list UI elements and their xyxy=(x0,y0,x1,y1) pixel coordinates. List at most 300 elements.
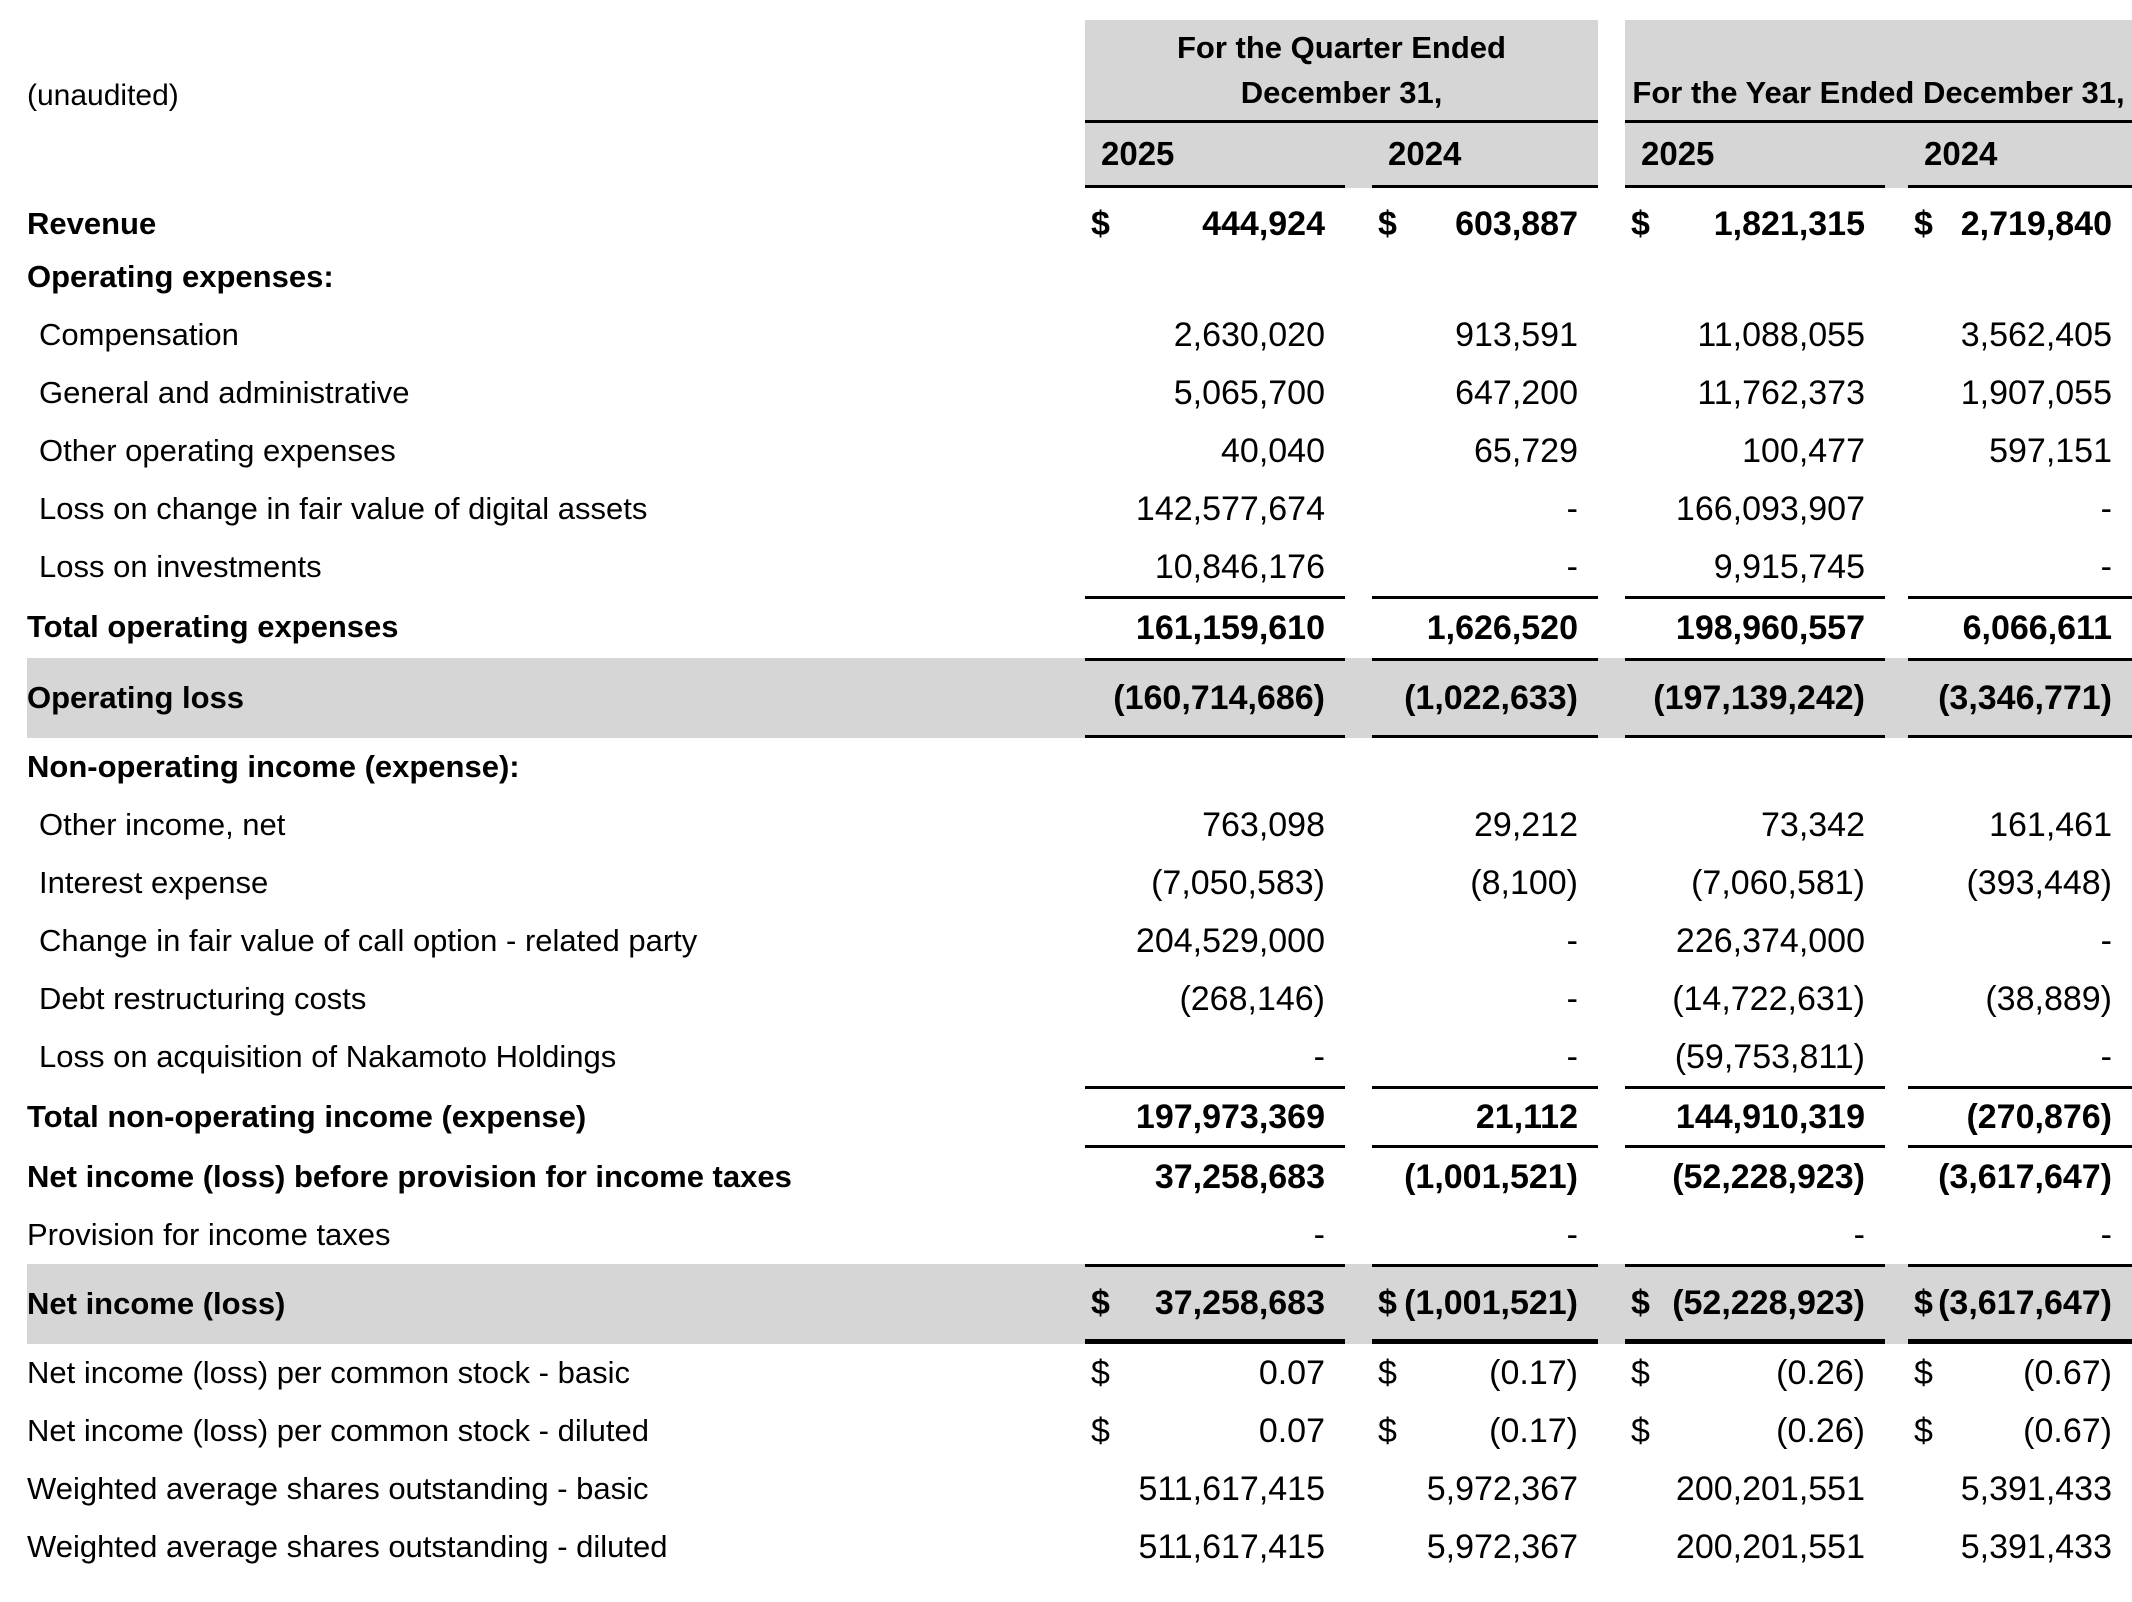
cell-value: 511,617,415 xyxy=(1138,1469,1325,1508)
header-years-row xyxy=(27,123,2132,188)
column-gap xyxy=(1345,738,1372,796)
row-label: Other operating expenses xyxy=(39,433,396,468)
value-cell xyxy=(1908,1402,2132,1460)
dollar-sign: $ xyxy=(1631,1283,1650,1322)
value-cell xyxy=(1625,738,1885,796)
cell-value: 5,972,367 xyxy=(1426,1527,1578,1566)
column-gap xyxy=(1885,306,1908,364)
value-cell xyxy=(1908,1028,2132,1086)
cell-value: 913,591 xyxy=(1455,315,1578,354)
cell-value: 142,577,674 xyxy=(1135,489,1325,528)
cell-value: (14,722,631) xyxy=(1672,979,1865,1018)
column-gap xyxy=(1885,1148,1908,1206)
cell-value: 2,630,020 xyxy=(1173,315,1325,354)
column-gap xyxy=(1598,658,1625,738)
column-gap xyxy=(1598,796,1625,854)
column-gap xyxy=(1885,1402,1908,1460)
dollar-sign: $ xyxy=(1378,1283,1397,1322)
table-row xyxy=(27,1148,2132,1206)
cell-value: - xyxy=(2100,489,2112,528)
column-gap xyxy=(1598,422,1625,480)
column-gap xyxy=(1885,1264,1908,1344)
column-gap xyxy=(1345,123,1372,188)
cell-value: - xyxy=(1566,1215,1578,1254)
cell-value: 10,846,176 xyxy=(1154,547,1325,586)
cell-value: (3,617,647) xyxy=(1938,1283,2112,1322)
value-cell xyxy=(1372,1148,1598,1206)
value-cell xyxy=(1085,854,1345,912)
cell-value: 603,887 xyxy=(1455,204,1578,243)
value-cell xyxy=(1625,1264,1885,1344)
row-label: Loss on investments xyxy=(39,549,322,584)
cell-value: (1,001,521) xyxy=(1404,1283,1578,1322)
column-gap xyxy=(1885,200,1908,248)
value-cell xyxy=(1625,1402,1885,1460)
column-gap xyxy=(1598,1518,1625,1576)
value-cell xyxy=(1625,306,1885,364)
column-gap xyxy=(1598,200,1625,248)
value-cell xyxy=(1085,364,1345,422)
cell-value: 65,729 xyxy=(1474,431,1578,470)
value-cell xyxy=(1908,658,2132,738)
cell-value: (59,753,811) xyxy=(1674,1037,1865,1076)
value-cell xyxy=(1085,912,1345,970)
value-cell xyxy=(1372,248,1598,306)
cell-value: 40,040 xyxy=(1221,431,1325,470)
column-gap xyxy=(1598,912,1625,970)
value-cell xyxy=(1908,480,2132,538)
value-cell xyxy=(1908,1148,2132,1206)
row-label: Provision for income taxes xyxy=(27,1217,391,1252)
row-label: Change in fair value of call option - related party xyxy=(39,923,698,958)
column-gap xyxy=(1598,970,1625,1028)
cell-value: 5,065,700 xyxy=(1173,373,1325,412)
dollar-sign: $ xyxy=(1091,1283,1110,1322)
row-label: Net income (loss) xyxy=(27,1264,1085,1344)
column-gap xyxy=(1598,123,1625,188)
cell-value: (0.67) xyxy=(2023,1353,2112,1392)
column-gap xyxy=(1598,1264,1625,1344)
row-label: Weighted average shares outstanding - basic xyxy=(27,1471,649,1506)
row-label: Operating expenses: xyxy=(27,259,334,294)
cell-value: 204,529,000 xyxy=(1135,921,1325,960)
cell-value: (1,022,633) xyxy=(1404,678,1578,717)
value-cell xyxy=(1085,596,1345,658)
column-gap xyxy=(1885,364,1908,422)
value-cell xyxy=(1372,1460,1598,1518)
column-gap xyxy=(1345,796,1372,854)
value-cell xyxy=(1372,854,1598,912)
column-gap xyxy=(1345,596,1372,658)
cell-value: 37,258,683 xyxy=(1154,1157,1325,1196)
table-row xyxy=(27,364,2132,422)
column-gap xyxy=(1345,200,1372,248)
value-cell xyxy=(1085,1402,1345,1460)
table-row xyxy=(27,200,2132,248)
cell-value: 21,112 xyxy=(1475,1097,1578,1136)
column-gap xyxy=(1345,248,1372,306)
dollar-sign: $ xyxy=(1914,1283,1933,1322)
cell-value: (0.26) xyxy=(1776,1411,1865,1450)
table-row xyxy=(27,912,2132,970)
cell-value: (38,889) xyxy=(1985,979,2112,1018)
cell-value: 6,066,611 xyxy=(1962,609,2112,647)
column-gap xyxy=(1598,480,1625,538)
column-gap xyxy=(1345,306,1372,364)
year-header-y-2024: 2024 xyxy=(1908,123,2132,188)
dollar-sign: $ xyxy=(1091,1353,1110,1392)
cell-value: 11,762,373 xyxy=(1697,373,1865,412)
column-gap xyxy=(1345,1086,1372,1148)
cell-value: 0.07 xyxy=(1258,1411,1325,1450)
column-gap xyxy=(1598,738,1625,796)
cell-value: - xyxy=(1566,979,1578,1018)
table-row xyxy=(27,1206,2132,1264)
column-gap xyxy=(1885,422,1908,480)
cell-value: 444,924 xyxy=(1202,204,1325,243)
row-label: Other income, net xyxy=(39,807,286,842)
dollar-sign: $ xyxy=(1378,1411,1397,1450)
column-gap xyxy=(1068,20,1085,123)
cell-value: - xyxy=(1313,1215,1325,1254)
cell-value: 763,098 xyxy=(1202,805,1325,844)
value-cell xyxy=(1625,1148,1885,1206)
table-row xyxy=(27,1086,2132,1148)
cell-value: - xyxy=(2100,1037,2112,1076)
unaudited-label: (unaudited) xyxy=(27,79,179,112)
dollar-sign: $ xyxy=(1914,204,1933,243)
cell-value: 11,088,055 xyxy=(1697,315,1865,354)
value-cell xyxy=(1908,1264,2132,1344)
value-cell xyxy=(1625,1344,1885,1402)
cell-value: 9,915,745 xyxy=(1713,547,1865,586)
dollar-sign: $ xyxy=(1631,1411,1650,1450)
value-cell xyxy=(1372,1206,1598,1264)
value-cell xyxy=(1908,1344,2132,1402)
cell-value: (160,714,686) xyxy=(1113,678,1325,717)
dollar-sign: $ xyxy=(1631,1353,1650,1392)
table-row xyxy=(27,658,2132,738)
value-cell xyxy=(1625,1086,1885,1148)
value-cell xyxy=(1372,1264,1598,1344)
dollar-sign: $ xyxy=(1378,1353,1397,1392)
value-cell xyxy=(1908,538,2132,596)
cell-value: 511,617,415 xyxy=(1138,1527,1325,1566)
value-cell xyxy=(1908,422,2132,480)
column-gap xyxy=(1345,538,1372,596)
table-row xyxy=(27,480,2132,538)
cell-value: (7,060,581) xyxy=(1691,863,1865,902)
cell-value: (270,876) xyxy=(1966,1097,2112,1136)
row-label: Debt restructuring costs xyxy=(39,981,367,1016)
value-cell xyxy=(1085,538,1345,596)
value-cell xyxy=(1908,596,2132,658)
column-gap xyxy=(1068,123,1085,188)
value-cell xyxy=(1372,1344,1598,1402)
column-gap xyxy=(1345,1460,1372,1518)
cell-value: 0.07 xyxy=(1258,1353,1325,1392)
value-cell xyxy=(1372,1518,1598,1576)
column-gap xyxy=(1885,912,1908,970)
column-gap xyxy=(1598,596,1625,658)
cell-value: 73,342 xyxy=(1761,805,1865,844)
row-label: Loss on acquisition of Nakamoto Holdings xyxy=(39,1039,617,1074)
row-label: Total non-operating income (expense) xyxy=(27,1099,587,1134)
value-cell xyxy=(1908,738,2132,796)
table-row xyxy=(27,422,2132,480)
value-cell xyxy=(1085,1206,1345,1264)
column-gap xyxy=(1598,364,1625,422)
value-cell xyxy=(1625,1028,1885,1086)
cell-value: 144,910,319 xyxy=(1675,1097,1865,1136)
cell-value: (52,228,923) xyxy=(1672,1283,1865,1322)
value-cell xyxy=(1085,1148,1345,1206)
cell-value: 3,562,405 xyxy=(1960,315,2112,354)
quarter-group-header: For the Quarter Ended December 31, xyxy=(1085,20,1598,123)
table-row xyxy=(27,854,2132,912)
table-row xyxy=(27,738,2132,796)
column-gap xyxy=(1345,422,1372,480)
value-cell xyxy=(1908,200,2132,248)
value-cell xyxy=(1908,1086,2132,1148)
table-row xyxy=(27,1402,2132,1460)
column-gap xyxy=(1598,1402,1625,1460)
column-gap xyxy=(1598,1086,1625,1148)
value-cell xyxy=(1085,796,1345,854)
column-gap xyxy=(1598,854,1625,912)
cell-value: - xyxy=(1566,489,1578,528)
cell-value: (393,448) xyxy=(1966,863,2112,902)
value-cell xyxy=(1372,200,1598,248)
value-cell xyxy=(1372,596,1598,658)
value-cell xyxy=(1372,364,1598,422)
column-gap xyxy=(1885,1206,1908,1264)
year-header-q-2025: 2025 xyxy=(1085,123,1345,188)
row-label-spacer xyxy=(27,123,1068,188)
table-row xyxy=(27,596,2132,658)
year-header-y-2025: 2025 xyxy=(1625,123,1885,188)
column-gap xyxy=(1598,1028,1625,1086)
cell-value: (52,228,923) xyxy=(1672,1157,1865,1196)
row-label: Operating loss xyxy=(27,658,1085,738)
column-gap xyxy=(1885,796,1908,854)
column-gap xyxy=(1885,1344,1908,1402)
value-cell xyxy=(1085,658,1345,738)
cell-value: 1,907,055 xyxy=(1960,373,2112,412)
table-row xyxy=(27,306,2132,364)
cell-value: 161,159,610 xyxy=(1135,609,1325,647)
table-row xyxy=(27,1028,2132,1086)
table-row xyxy=(27,1460,2132,1518)
year-group-header: For the Year Ended December 31, xyxy=(1625,20,2132,123)
cell-value: - xyxy=(2100,1215,2112,1254)
value-cell xyxy=(1625,912,1885,970)
value-cell xyxy=(1085,970,1345,1028)
dollar-sign: $ xyxy=(1631,204,1650,243)
cell-value: (3,617,647) xyxy=(1938,1157,2112,1196)
cell-value: 100,477 xyxy=(1742,431,1865,470)
value-cell xyxy=(1372,538,1598,596)
value-cell xyxy=(1372,306,1598,364)
column-gap xyxy=(1885,738,1908,796)
cell-value: - xyxy=(1566,1037,1578,1076)
value-cell xyxy=(1372,480,1598,538)
cell-value: 1,626,520 xyxy=(1426,609,1578,647)
value-cell xyxy=(1908,854,2132,912)
column-gap xyxy=(1885,1518,1908,1576)
column-gap xyxy=(1345,1402,1372,1460)
value-cell xyxy=(1372,1086,1598,1148)
column-gap xyxy=(1885,1460,1908,1518)
column-gap xyxy=(1598,1206,1625,1264)
value-cell xyxy=(1372,1028,1598,1086)
column-gap xyxy=(1598,248,1625,306)
column-gap xyxy=(1345,1206,1372,1264)
table-row xyxy=(27,796,2132,854)
value-cell xyxy=(1625,538,1885,596)
cell-value: - xyxy=(1853,1215,1865,1254)
value-cell xyxy=(1085,200,1345,248)
cell-value: 1,821,315 xyxy=(1713,204,1865,243)
value-cell xyxy=(1372,658,1598,738)
cell-value: (268,146) xyxy=(1179,979,1325,1018)
column-gap xyxy=(1885,123,1908,188)
table-row xyxy=(27,1518,2132,1576)
column-gap xyxy=(1345,1264,1372,1344)
table-row xyxy=(27,248,2132,306)
column-gap xyxy=(1598,1460,1625,1518)
column-gap xyxy=(1345,1344,1372,1402)
cell-value: 5,391,433 xyxy=(1960,1469,2112,1508)
table-row xyxy=(27,538,2132,596)
cell-value: - xyxy=(2100,547,2112,586)
row-label: General and administrative xyxy=(39,375,410,410)
row-label: Compensation xyxy=(39,317,239,352)
value-cell xyxy=(1085,306,1345,364)
value-cell xyxy=(1372,422,1598,480)
value-cell xyxy=(1372,796,1598,854)
value-cell xyxy=(1625,248,1885,306)
column-gap xyxy=(1345,1028,1372,1086)
table-row xyxy=(27,1264,2132,1344)
column-gap xyxy=(1345,364,1372,422)
cell-value: 37,258,683 xyxy=(1154,1283,1325,1322)
cell-value: 166,093,907 xyxy=(1675,489,1865,528)
column-gap xyxy=(1885,1086,1908,1148)
column-gap xyxy=(1885,854,1908,912)
column-gap xyxy=(1345,1518,1372,1576)
dollar-sign: $ xyxy=(1091,1411,1110,1450)
cell-value: 200,201,551 xyxy=(1675,1527,1865,1566)
dollar-sign: $ xyxy=(1378,204,1397,243)
column-gap xyxy=(1885,1028,1908,1086)
row-label: Total operating expenses xyxy=(27,609,399,644)
year-header-q-2024: 2024 xyxy=(1372,123,1598,188)
dollar-sign: $ xyxy=(1914,1411,1933,1450)
row-label: Revenue xyxy=(27,206,157,241)
column-gap xyxy=(1885,970,1908,1028)
column-gap xyxy=(1345,480,1372,538)
value-cell xyxy=(1625,200,1885,248)
value-cell xyxy=(1908,912,2132,970)
value-cell xyxy=(1625,1518,1885,1576)
value-cell xyxy=(1625,364,1885,422)
row-label: Loss on change in fair value of digital assets xyxy=(39,491,648,526)
dollar-sign: $ xyxy=(1091,204,1110,243)
cell-value: 200,201,551 xyxy=(1675,1469,1865,1508)
cell-value: (197,139,242) xyxy=(1653,678,1865,717)
value-cell xyxy=(1908,364,2132,422)
value-cell xyxy=(1085,1518,1345,1576)
column-gap xyxy=(1885,480,1908,538)
cell-value: (7,050,583) xyxy=(1151,863,1325,902)
value-cell xyxy=(1085,422,1345,480)
cell-value: 647,200 xyxy=(1455,373,1578,412)
column-gap xyxy=(1598,20,1625,123)
column-gap xyxy=(1345,1148,1372,1206)
header-group-row xyxy=(27,20,2132,123)
cell-value: 226,374,000 xyxy=(1675,921,1865,960)
table-body xyxy=(27,200,2132,1576)
cell-value: 197,973,369 xyxy=(1135,1097,1325,1136)
value-cell xyxy=(1625,854,1885,912)
value-cell xyxy=(1372,912,1598,970)
value-cell xyxy=(1085,1086,1345,1148)
cell-value: - xyxy=(2100,921,2112,960)
value-cell xyxy=(1908,1460,2132,1518)
value-cell xyxy=(1085,1344,1345,1402)
value-cell xyxy=(1625,970,1885,1028)
value-cell xyxy=(1908,248,2132,306)
column-gap xyxy=(1345,970,1372,1028)
value-cell xyxy=(1908,1206,2132,1264)
value-cell xyxy=(1908,306,2132,364)
cell-value: (1,001,521) xyxy=(1404,1157,1578,1196)
value-cell xyxy=(1625,796,1885,854)
cell-value: 2,719,840 xyxy=(1960,204,2112,243)
cell-value: 198,960,557 xyxy=(1675,609,1865,647)
value-cell xyxy=(1085,1460,1345,1518)
value-cell xyxy=(1908,1518,2132,1576)
value-cell xyxy=(1085,480,1345,538)
cell-value: 597,151 xyxy=(1989,431,2112,470)
column-gap xyxy=(1345,854,1372,912)
value-cell xyxy=(1908,970,2132,1028)
table-row xyxy=(27,1344,2132,1402)
value-cell xyxy=(1372,970,1598,1028)
column-gap xyxy=(1345,658,1372,738)
cell-value: - xyxy=(1566,921,1578,960)
cell-value: - xyxy=(1313,1037,1325,1076)
value-cell xyxy=(1085,1028,1345,1086)
cell-value: (0.17) xyxy=(1489,1411,1578,1450)
value-cell xyxy=(1085,248,1345,306)
column-gap xyxy=(1885,596,1908,658)
cell-value: (3,346,771) xyxy=(1938,678,2112,717)
cell-value: 161,461 xyxy=(1989,805,2112,844)
cell-value: 5,972,367 xyxy=(1426,1469,1578,1508)
row-label: Non-operating income (expense): xyxy=(27,749,520,784)
value-cell xyxy=(1908,796,2132,854)
value-cell xyxy=(1085,738,1345,796)
cell-value: 29,212 xyxy=(1474,805,1578,844)
cell-value: - xyxy=(1566,547,1578,586)
column-gap xyxy=(1885,538,1908,596)
table-row xyxy=(27,970,2132,1028)
column-gap xyxy=(1598,538,1625,596)
cell-value: (0.67) xyxy=(2023,1411,2112,1450)
row-label: Net income (loss) before provision for income taxes xyxy=(27,1159,792,1194)
